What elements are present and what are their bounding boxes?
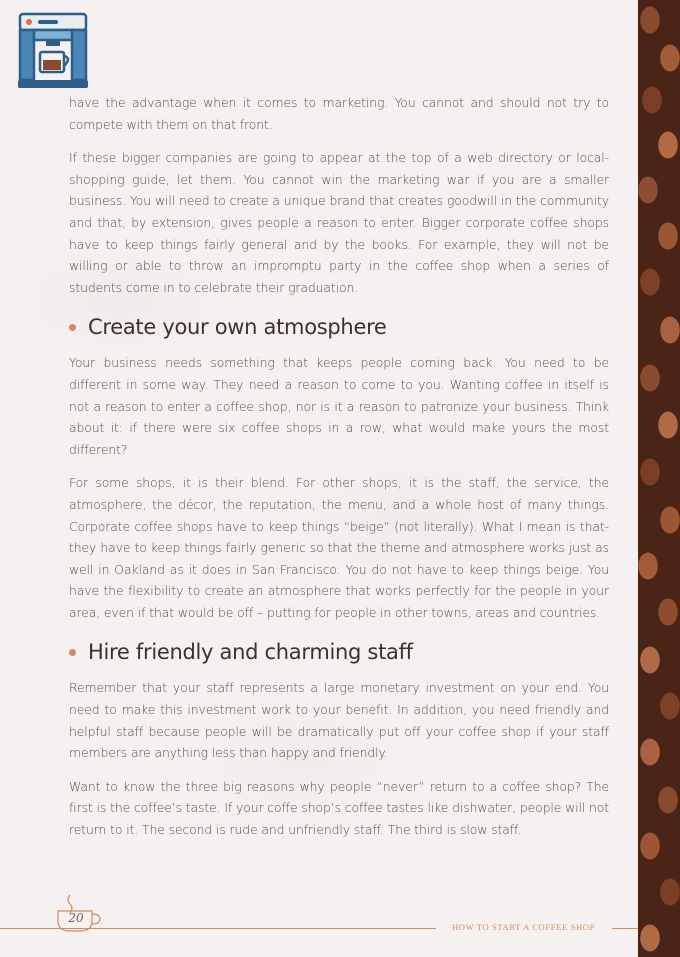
page-content — [69, 92, 609, 853]
page-number: 20 — [68, 911, 84, 925]
body-paragraph: have the advantage when it comes to marketing. You cannot and should not try to compete with them on that front. — [69, 95, 609, 132]
section-heading-text: Hire friendly and charming staff — [88, 639, 413, 664]
body-paragraph: For some shops, it is their blend. For other shops, it is the staff, the service, the atmosphere, the décor, the reputation, the menu, and a whole host of many things. Corporate coffee shops have to keep things “beige” (not literally). What I mean is that- they have to keep things fairly generic so that the theme and atmosphere works just as well in Oakland as it does in San Francisco. You do not have to keep things beige. You have the flexibility to create an atmosphere that works perfectly for the people in your area, even if that would be off – putting for people in other towns, areas and countries. — [69, 475, 609, 620]
body-paragraph: Remember that your staff represents a large monetary investment on your end. You need to make this investment work to your benefit. In addition, you need friendly and helpful staff because people will be dramatically put off your coffee shop if your staff members are anything less than happy and friendly. — [69, 680, 609, 761]
footer-rule-right — [612, 928, 638, 929]
section-heading — [69, 310, 609, 344]
coffee-machine-icon — [16, 10, 90, 90]
body-paragraph: Want to know the three big reasons why people “never” return to a coffee shop? The first is the coffee’s taste. If your coffe shop’s coffee tastes like dishwater, people will not return to it. The second is rude and unfriendly staff. The third is slow staff. — [69, 778, 609, 838]
body-paragraph: If these bigger companies are going to appear at the top of a web directory or local-shopping guide, let them. You cannot win the marketing war if you are a smaller business. You will need to create a unique brand that creates goodwill in the community and that, by extension, gives people a reason to enter. Bigger corporate coffee shops have to keep things fairly general and by the books. For example, they will not be willing or able to throw an impromptu party in the coffee shop when a series of students come in to celebrate their graduation. — [69, 150, 609, 295]
section-heading — [69, 635, 609, 669]
footer-rule — [0, 928, 436, 929]
footer-book-title: HOW TO START A COFFEE SHOP — [452, 922, 595, 932]
section-heading-text: Create your own atmosphere — [88, 314, 387, 339]
coffee-beans-border — [638, 0, 680, 957]
bullet-icon — [69, 324, 76, 331]
body-paragraph: Your business needs something that keeps people coming back. You need to be different in some way. They need a reason to come to you. Wanting coffee in itself is not a reason to enter a coffee shop, nor is it a reason to patronize your business. Think about it: if there were six coffee shops in a row, what would make yours the most different? — [69, 355, 609, 457]
bullet-icon — [69, 649, 76, 656]
